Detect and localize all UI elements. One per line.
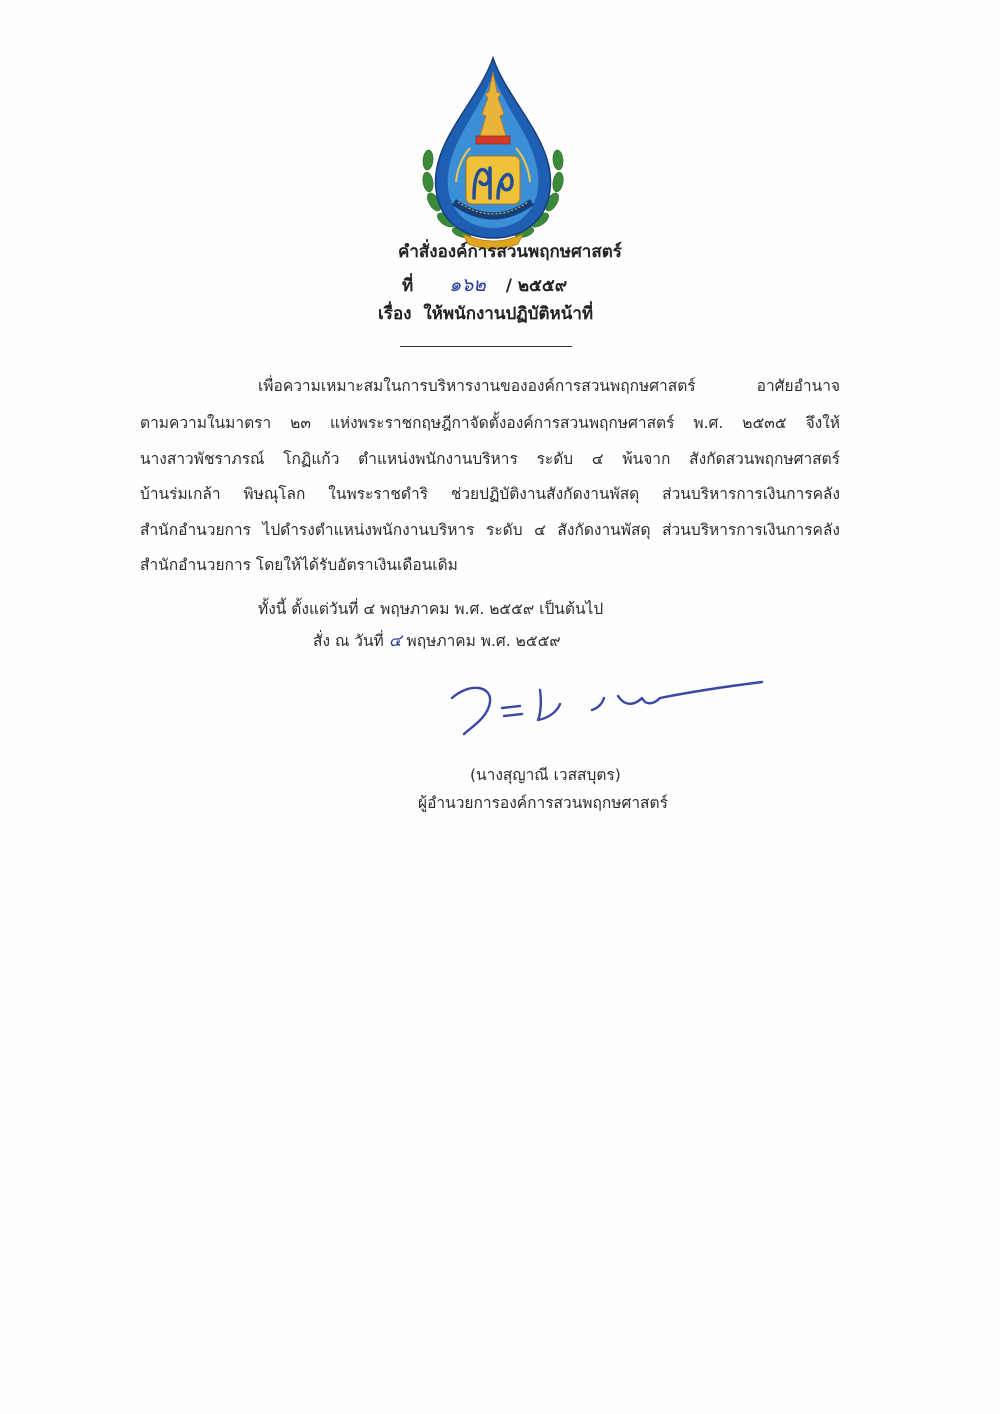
order-number-line [402, 270, 567, 300]
ordered-date-suffix: พฤษภาคม พ.ศ. ๒๕๕๙ [406, 632, 561, 650]
botanical-garden-emblem-icon [418, 52, 568, 252]
subject-label: เรื่อง [378, 304, 412, 324]
signatory-name: (นางสุญาณี เวสสบุตร) [470, 766, 621, 784]
order-number-year: / ๒๕๕๙ [505, 276, 568, 296]
ordered-date-prefix: สั่ง ณ วันที่ [313, 632, 384, 650]
body-line: นางสาวพัชราภรณ์ โกฏิแก้ว ตำแหน่งพนักงานบริหาร ระดับ ๔ พ้นจาก สังกัดสวนพฤกษศาสตร์ [140, 450, 840, 468]
body-line: สำนักอำนวยการ ไปดำรงตำแหน่งพนักงานบริหาร ระดับ ๔ สังกัดงานพัสดุ ส่วนบริหารการเงินการคลัง [140, 521, 840, 539]
order-number-handwritten: ๑๖๒ [449, 274, 486, 296]
signatory-position: ผู้อำนวยการองค์การสวนพฤกษศาสตร์ [418, 794, 668, 812]
subject-text: ให้พนักงานปฏิบัติหน้าที่ [423, 304, 594, 324]
ordered-date [313, 627, 561, 654]
effective-date: ทั้งนี้ ตั้งแต่วันที่ ๔ พฤษภาคม พ.ศ. ๒๕๕๙ เป็นต้นไป [258, 600, 604, 618]
order-number-prefix: ที่ [402, 276, 414, 296]
handwritten-signature [440, 668, 770, 748]
body-line: สำนักอำนวยการ โดยให้ได้รับอัตราเงินเดือนเดิม [140, 556, 458, 574]
body-line: เพื่อความเหมาะสมในการบริหารงานขององค์การสวนพฤกษศาสตร์ อาศัยอำนาจ [258, 377, 840, 395]
order-title: คำสั่งองค์การสวนพฤกษศาสตร์ [398, 242, 622, 262]
header-divider [400, 346, 572, 347]
body-line: ตามความในมาตรา ๒๓ แห่งพระราชกฤษฎีกาจัดตั้งองค์การสวนพฤกษศาสตร์ พ.ศ. ๒๕๓๕ จึงให้ [140, 414, 840, 432]
order-subject-line [378, 300, 593, 327]
body-line: บ้านร่มเกล้า พิษณุโลก ในพระราชดำริ ช่วยปฏิบัติงานสังกัดงานพัสดุ ส่วนบริหารการเงินการคลัง [140, 485, 840, 503]
ordered-day-handwritten: ๔ [388, 631, 402, 651]
